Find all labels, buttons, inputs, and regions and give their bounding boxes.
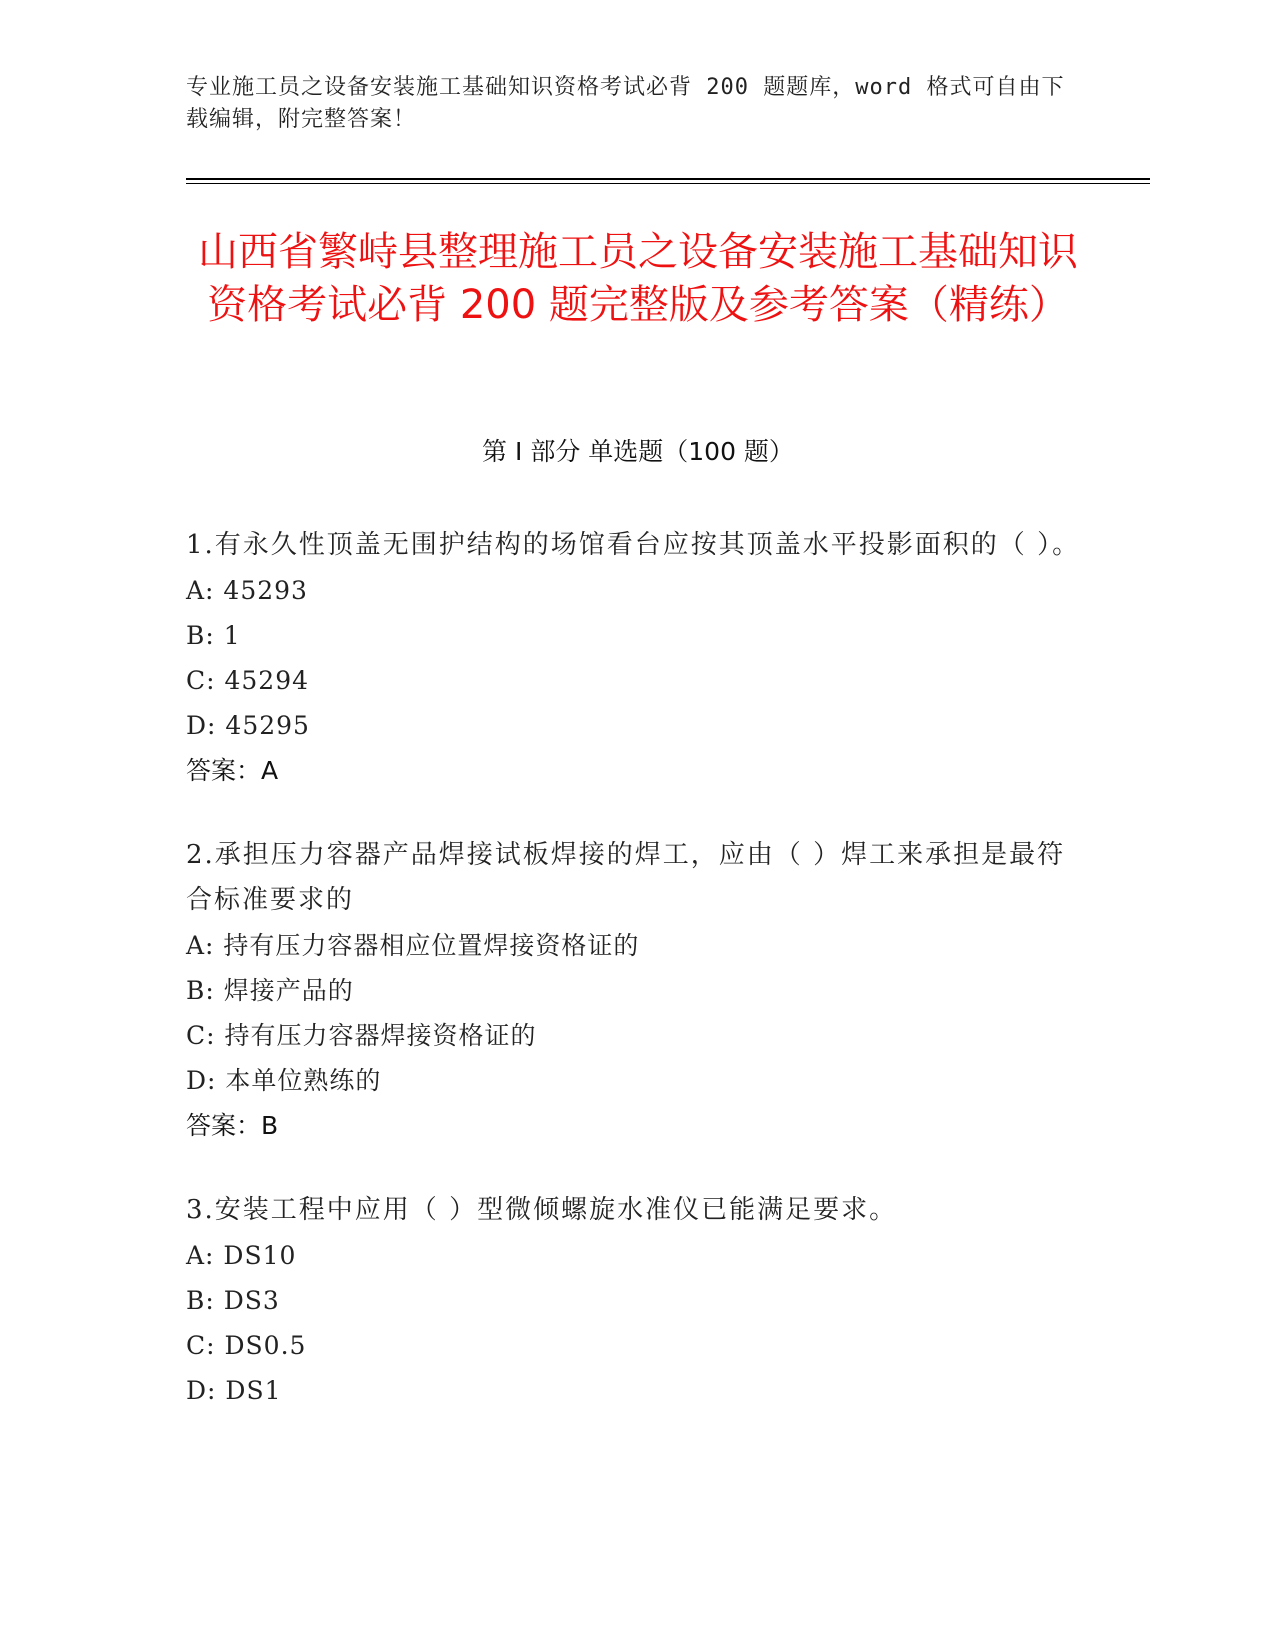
option-b: B: 1	[186, 621, 241, 650]
header-divider-thick	[186, 178, 1150, 180]
question-2	[186, 833, 1086, 1148]
option-b: B: DS3	[186, 1286, 280, 1315]
question-1	[186, 523, 1086, 793]
header-note: 专业施工员之设备安装施工基础知识资格考试必背 200 题题库，word 格式可自由下载编辑，附完整答案！	[186, 75, 1065, 132]
option-d: D: 本单位熟练的	[186, 1066, 382, 1095]
document-title: 山西省繁峙县整理施工员之设备安装施工基础知识资格考试必背 200 题完整版及参考答案（精练）	[198, 229, 1078, 328]
question-stem: 1.有永久性顶盖无围护结构的场馆看台应按其顶盖水平投影面积的（ ）。	[186, 530, 1081, 560]
option-c: C: 45294	[186, 666, 310, 695]
option-a: A: DS10	[186, 1241, 297, 1270]
section-heading: 第 I 部分 单选题（100 题）	[482, 437, 794, 466]
answer: 答案：B	[186, 1111, 279, 1140]
question-stem: 2.承担压力容器产品焊接试板焊接的焊工，应由（ ）焊工来承担是最符合标准要求的	[186, 840, 1066, 915]
question-list	[186, 523, 1086, 1453]
option-c: C: 持有压力容器焊接资格证的	[186, 1021, 537, 1050]
option-a: A: 持有压力容器相应位置焊接资格证的	[186, 931, 640, 960]
option-a: A: 45293	[186, 576, 308, 605]
option-d: D: 45295	[186, 711, 310, 740]
question-3	[186, 1188, 1086, 1413]
header-divider-thin	[186, 183, 1150, 184]
question-stem: 3.安装工程中应用（ ）型微倾螺旋水准仪已能满足要求。	[186, 1195, 898, 1225]
option-b: B: 焊接产品的	[186, 976, 354, 1005]
option-c: C: DS0.5	[186, 1331, 307, 1360]
option-d: D: DS1	[186, 1376, 282, 1405]
answer: 答案：A	[186, 756, 279, 785]
